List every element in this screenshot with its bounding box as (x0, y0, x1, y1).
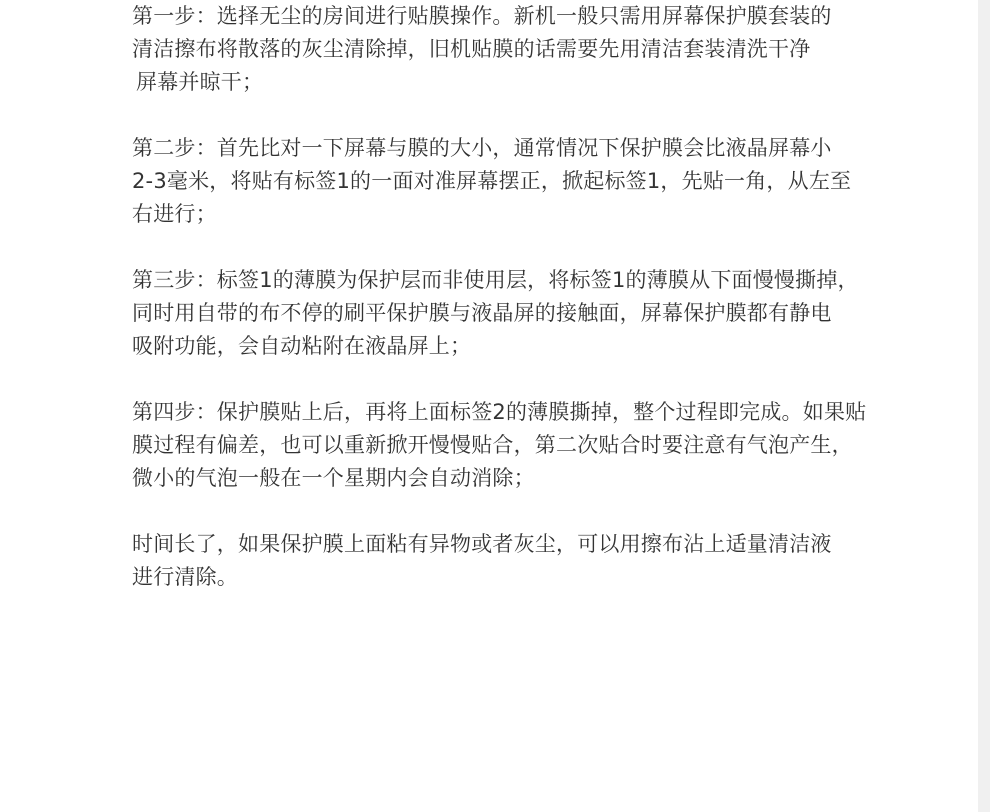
paragraph-line: 第一步：选择无尘的房间进行贴膜操作。新机一般只需用屏幕保护膜套装的 (132, 4, 832, 28)
paragraph-line: 微小的气泡一般在一个星期内会自动消除； (132, 466, 535, 490)
paragraph-line: 第二步：首先比对一下屏幕与膜的大小，通常情况下保护膜会比液晶屏幕小 (132, 136, 832, 160)
page-edge (978, 0, 990, 812)
paragraph-step-2 (132, 132, 852, 231)
paragraph-line: 膜过程有偏差，也可以重新掀开慢慢贴合，第二次贴合时要注意有气泡产生， (132, 433, 853, 457)
paragraph-line: 第四步：保护膜贴上后，再将上面标签2的薄膜撕掉，整个过程即完成。如果贴 (132, 400, 867, 424)
paragraph-line: 右进行； (132, 202, 217, 226)
paragraph-line: 2-3毫米，将贴有标签1的一面对准屏幕摆正，掀起标签1，先贴一角，从左至 (132, 169, 852, 193)
paragraph-line: 进行清除。 (132, 565, 238, 589)
paragraph-step-1 (132, 0, 832, 99)
paragraph-line: 吸附功能，会自动粘附在液晶屏上； (132, 334, 472, 358)
paragraph-line: 同时用自带的布不停的刷平保护膜与液晶屏的接触面，屏幕保护膜都有静电 (132, 301, 832, 325)
paragraph-line: 时间长了，如果保护膜上面粘有异物或者灰尘，可以用擦布沾上适量清洁液 (132, 532, 832, 556)
paragraph-line: 屏幕并晾干； (136, 70, 264, 94)
paragraph-step-3 (132, 264, 859, 363)
paragraph-line: 清洁擦布将散落的灰尘清除掉，旧机贴膜的话需要先用清洁套装清洗干净 (132, 37, 811, 61)
paragraph-step-4 (132, 396, 867, 495)
paragraph-line: 第三步：标签1的薄膜为保护层而非使用层，将标签1的薄膜从下面慢慢撕掉， (132, 268, 859, 292)
paragraph-maintenance (132, 528, 832, 594)
article-body (132, 0, 867, 594)
